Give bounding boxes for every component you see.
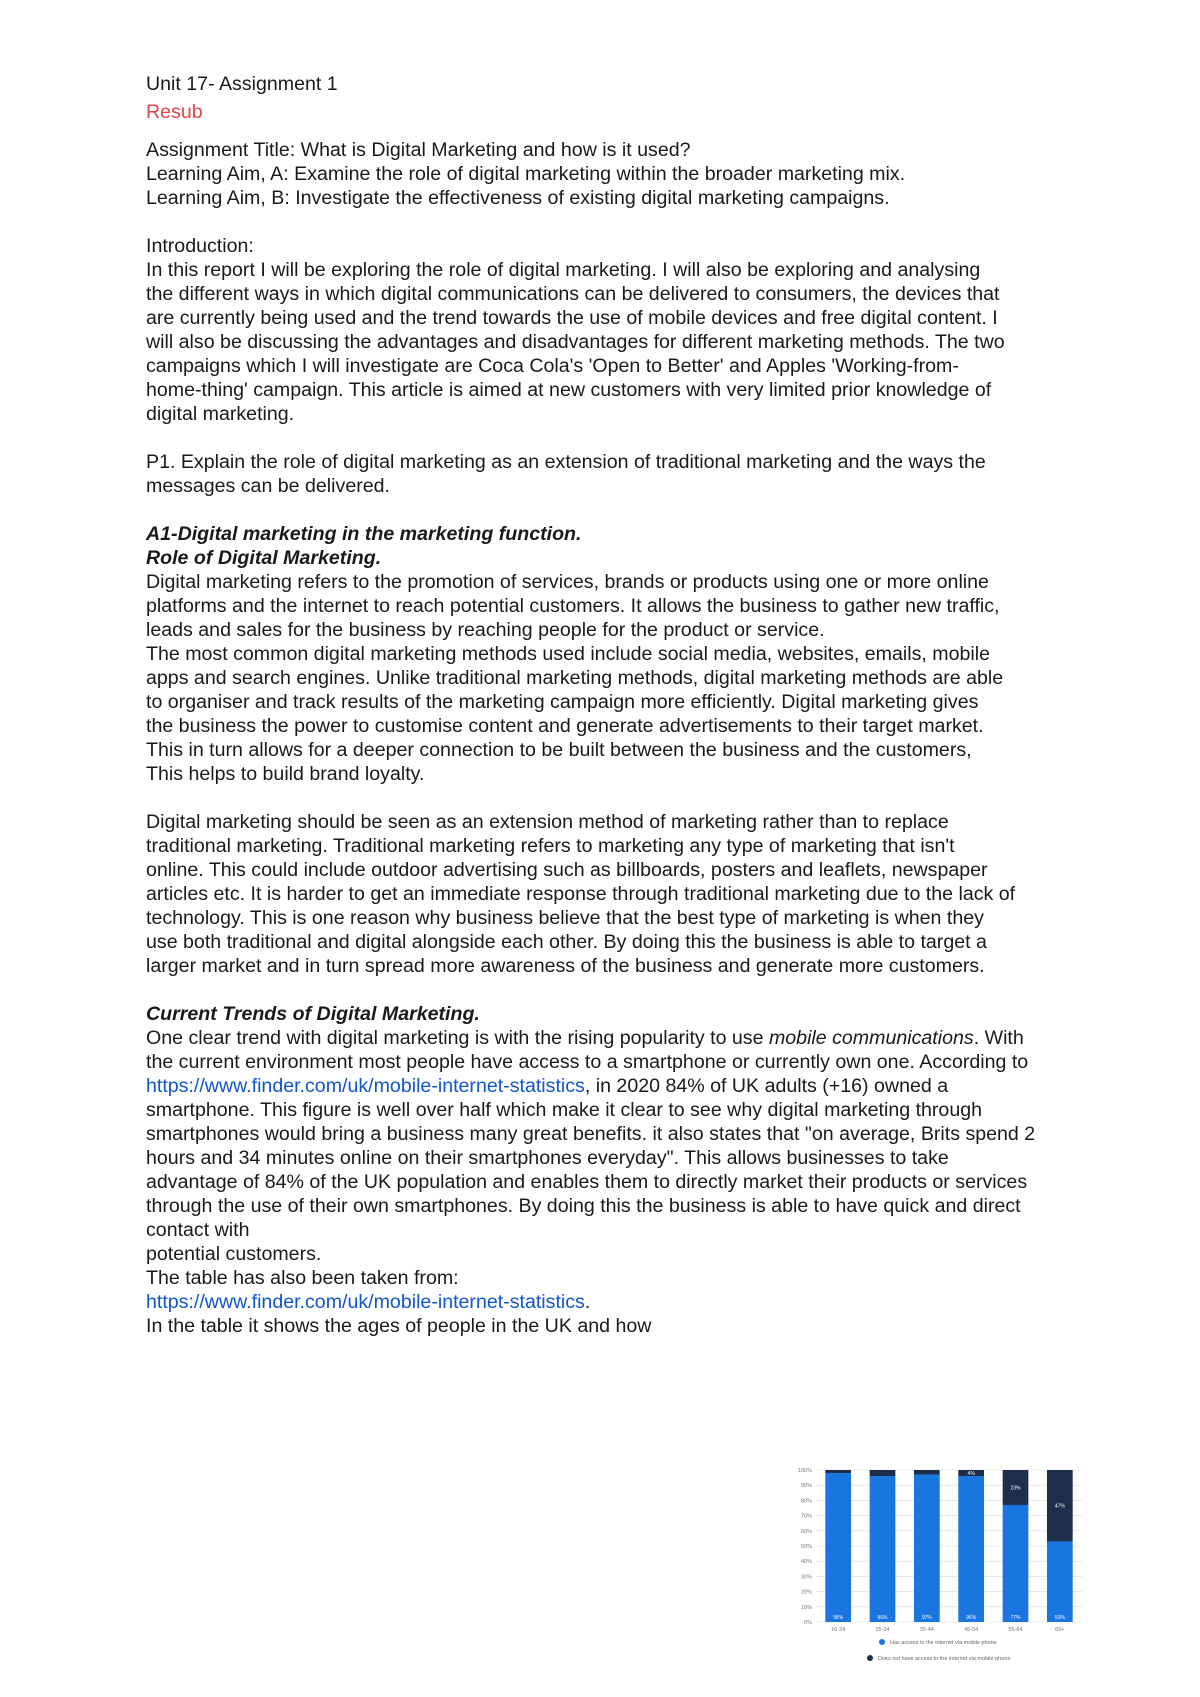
x-tick-label: 65+ <box>1055 1627 1065 1633</box>
bar-no-access <box>914 1470 940 1475</box>
y-tick-label: 10% <box>800 1604 812 1611</box>
y-tick-label: 80% <box>800 1498 812 1505</box>
role-heading: Role of Digital Marketing. <box>146 547 382 569</box>
role-paragraph-2: The most common digital marketing methods used include social media, websites, emails, mobile apps and search engines. Unlike traditional marketing methods, digital marketing methods are able to organiser and track results of the marketing campaign more efficiently. Digital marketing gives the business the power to customise content and generate advertisements to their target market. This in turn allows for a deeper connection to be built between the business and the customers, This helps to build brand loyalty. <box>146 643 1004 785</box>
table-source-link-end: . <box>584 1291 591 1313</box>
x-tick-label: 35-44 <box>919 1627 934 1633</box>
trends-tail: potential customers. <box>146 1243 322 1265</box>
trends-text-mid: . With the current environment most people have access to a smartphone or currently own one. According to <box>146 1027 1029 1073</box>
bar-has-access <box>1003 1505 1029 1622</box>
table-source-intro: The table has also been taken from: <box>146 1267 459 1289</box>
bar-has-access <box>825 1473 851 1622</box>
extension-paragraph: Digital marketing should be seen as an extension method of marketing rather than to replace traditional marketing. Traditional marketing refers to marketing any type of marketing that isn't online. This could include outdoor advertising such as billboards, posters and leaflets, newspaper articles etc. It is harder to get an immediate response through traditional marketing due to the lack of technology. This is one reason why business believe that the best type of marketing is when they use both traditional and digital alongside each other. By doing this the business is able to target a larger market and in turn spread more awareness of the business and generate more customers. <box>146 811 1016 977</box>
learning-aim-a: Learning Aim, A: Examine the role of digital marketing within the broader marketing mix. <box>146 163 906 185</box>
trends-heading: Current Trends of Digital Marketing. <box>146 1003 480 1025</box>
legend-label-has-access: Has access to the internet via mobile phone <box>890 1640 997 1646</box>
legend-marker-no-access <box>867 1655 873 1661</box>
mobile-internet-access-chart <box>786 1462 1086 1667</box>
bar-has-access <box>870 1476 896 1622</box>
x-tick-label: 45-54 <box>964 1627 979 1633</box>
trends-text-start: One clear trend with digital marketing is with the rising popularity to use <box>146 1027 769 1049</box>
x-tick-label: 16-24 <box>831 1627 846 1633</box>
data-label-top: 23% <box>1010 1485 1021 1492</box>
assignment-title: Assignment Title: What is Digital Marketing and how is it used? <box>146 139 691 161</box>
table-source-line <box>146 1290 726 1314</box>
data-label-bottom: 77% <box>1010 1615 1021 1621</box>
document-page <box>146 72 1046 1338</box>
bar-no-access <box>870 1470 896 1476</box>
y-tick-label: 40% <box>800 1559 812 1566</box>
learning-aim-b: Learning Aim, B: Investigate the effectiveness of existing digital marketing campaigns. <box>146 187 890 209</box>
trends-paragraph <box>146 1026 1036 1242</box>
trends-text-end: , in 2020 84% of UK adults (+16) owned a smartphone. This figure is well over half which make it clear to see why digital marketing through smartphones would bring a business many great benefits. it also states that "on average, Brits spend 2 hours and 34 minutes online on their smartphones everyday". This allows businesses to take advantage of 84% of the UK population and enables them to directly market their products or services through the use of their own smartphones. By doing this the business is able to have quick and direct contact with <box>146 1075 1036 1241</box>
legend-marker-has-access <box>879 1639 885 1645</box>
trends-text-italic: mobile communications <box>768 1027 974 1049</box>
table-source-link[interactable]: https://www.finder.com/uk/mobile-internet-statistics <box>146 1291 585 1313</box>
intro-heading: Introduction: <box>146 235 254 257</box>
y-tick-label: 20% <box>800 1589 812 1596</box>
bar-no-access <box>825 1470 851 1473</box>
unit-title: Unit 17- Assignment 1 <box>146 73 338 95</box>
y-tick-label: 0% <box>804 1620 812 1626</box>
y-tick-label: 60% <box>800 1528 812 1535</box>
bar-has-access <box>914 1475 940 1622</box>
bar-has-access <box>958 1476 984 1622</box>
y-tick-label: 100% <box>797 1468 812 1474</box>
x-tick-label: 25-34 <box>875 1627 890 1633</box>
resub-label: Resub <box>146 101 203 123</box>
role-paragraph-1: Digital marketing refers to the promotion of services, brands or products using one or more online platforms and the internet to reach potential customers. It allows the business to gather new traffic, leads and sales for the business by reaching people for the product or service. <box>146 571 1000 641</box>
data-label-bottom: 96% <box>966 1615 977 1621</box>
p1-criterion: P1. Explain the role of digital marketing as an extension of traditional marketing and the ways the messages can be delivered. <box>146 451 986 497</box>
a1-heading: A1-Digital marketing in the marketing function. <box>146 523 582 545</box>
legend-label-no-access: Does not have access to the internet via mobile phone <box>878 1656 1011 1662</box>
data-label-top: 47% <box>1054 1503 1065 1510</box>
intro-paragraph: In this report I will be exploring the role of digital marketing. I will also be exploring and analysing the different ways in which digital communications can be delivered to consumers, the devices that are currently being used and the trend towards the use of mobile devices and free digital content. I will also be discussing the advantages and disadvantages for different marketing methods. The two campaigns which I will investigate are Coca Cola's 'Open to Better' and Apples 'Working-from-home-thing' campaign. This article is aimed at new customers with very limited prior knowledge of digital marketing. <box>146 259 1005 425</box>
bar-has-access <box>1047 1541 1073 1622</box>
y-tick-label: 30% <box>800 1574 812 1581</box>
table-description: In the table it shows the ages of people in the UK and how <box>146 1315 652 1337</box>
data-label-bottom: 98% <box>833 1615 844 1621</box>
y-tick-label: 50% <box>800 1544 812 1550</box>
data-label-top: 4% <box>967 1471 975 1478</box>
data-label-bottom: 53% <box>1054 1615 1065 1621</box>
x-tick-label: 55-64 <box>1008 1627 1023 1633</box>
data-label-bottom: 96% <box>877 1615 888 1621</box>
y-tick-label: 90% <box>800 1483 812 1490</box>
data-label-bottom: 97% <box>921 1615 932 1621</box>
y-tick-label: 70% <box>800 1513 812 1520</box>
finder-link[interactable]: https://www.finder.com/uk/mobile-internet-statistics <box>146 1075 585 1097</box>
